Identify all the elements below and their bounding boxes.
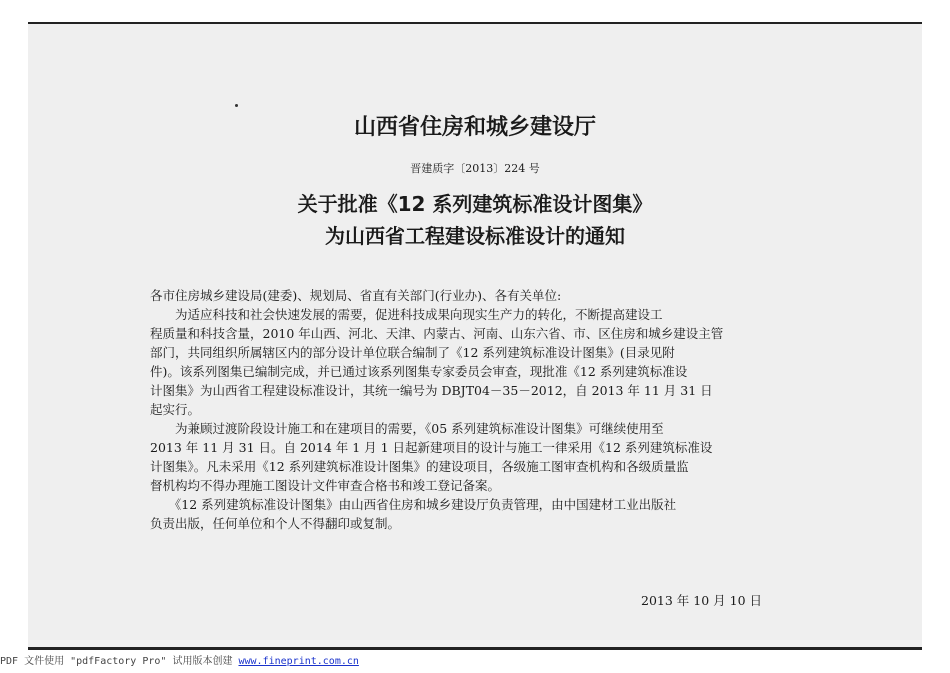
- notice-body: [150, 286, 830, 533]
- pdf-footer: [0, 652, 359, 667]
- notice-title-line1: 关于批准《12 系列建筑标准设计图集》: [297, 192, 653, 216]
- addressee: 各市住房城乡建设局(建委)、规划局、省直有关部门(行业办)、各有关单位:: [150, 288, 562, 303]
- scanned-page: [28, 22, 922, 650]
- paragraph-3: 《12 系列建筑标准设计图集》由山西省住房和城乡建设厅负责管理，由中国建材工业出版社 负责出版，任何单位和个人不得翻印或复制。: [150, 497, 677, 531]
- document-number: 晋建质字〔2013〕224 号: [410, 162, 540, 175]
- notice-title-line2: 为山西省工程建设标准设计的通知: [325, 224, 625, 248]
- issue-date: 2013 年 10 月 10 日: [641, 593, 762, 608]
- footer-text: PDF 文件使用 "pdfFactory Pro" 试用版本创建: [0, 656, 239, 667]
- issuing-organization: 山西省住房和城乡建设厅: [353, 115, 596, 140]
- scan-speck: [235, 104, 238, 107]
- paragraph-2: 为兼顾过渡阶段设计施工和在建项目的需要，《05 系列建筑标准设计图集》可继续使用至 2013 年 11 月 31 日。自 2014 年 1 月 1 日起新建项目的设计与施工一律采用《12 系列建筑标准设 计图集》。凡未采用《12 系列建筑标准设计图集》的建设项目，各级施工图审查机构和各级质量监 督机构均不得办理施工图设计文件审查合格书和竣工登记备案。: [150, 421, 713, 493]
- footer-link[interactable]: www.fineprint.com.cn: [238, 656, 359, 667]
- paragraph-1: 为适应科技和社会快速发展的需要，促进科技成果向现实生产力的转化，不断提高建设工 程质量和科技含量，2010 年山西、河北、天津、内蒙古、河南、山东六省、市、区住房和城乡建设主管 部门，共同组织所属辖区内的部分设计单位联合编制了《12 系列建筑标准设计图集》(目录见附 件)。该系列图集已编制完成，并已通过该系列图集专家委员会审查，现批准《12 系列建筑标准设 计图集》为山西省工程建设标准设计，其统一编号为 DBJT04－35－2012，自 2013 年 11 月 31 日 起实行。: [150, 307, 724, 417]
